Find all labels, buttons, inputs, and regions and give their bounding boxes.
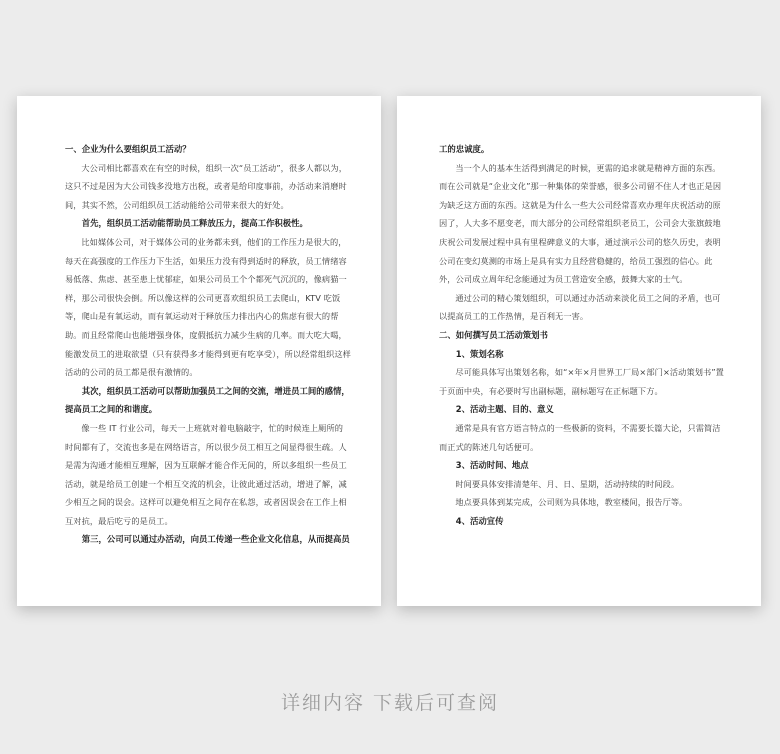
section-heading: 第三，公司可以通过办活动，向员工传递一些企业文化信息，从而提高员 (81, 534, 350, 545)
paragraph: 通过公司的精心策划组织，可以通过办活动来淡化员工之间的矛盾，也可以提高员工的工作热情，是百利无一害。 (439, 292, 721, 322)
section-heading: 其次，组织员工活动可以帮助加强员工之间的交流，增进员工间的感情，提高员工之间的和谐度。 (65, 385, 350, 415)
section-heading: 首先，组织员工活动能帮助员工释放压力，提高工作积极性。 (81, 218, 308, 229)
subsection-heading: 4、活动宣传 (455, 515, 504, 526)
paragraph: 像一些 IT 行业公司，每天一上班就对着电脑敲字，忙的时候连上厕所的时间都有了，交流也多是在网络语言，所以很少员工相互之间显得很生疏。人是需为沟通才能相互理解，因为互联解才能合作无间的，所以多组织一些员工活动，就是给员工创建一个相互交流的机会，让彼此通过活动，增进了解，减少相互之间的误会。这样可以避免相互之间存在私怨，或者因误会在工作上相互对抗，最后吃亏的是员工。 (65, 422, 347, 526)
subsection-heading: 3、活动时间、地点 (455, 460, 529, 471)
subsection-heading: 1、策划名称 (455, 348, 504, 359)
paragraph: 当一个人的基本生活得到满足的时候，更需的追求就是精神方面的东西。而在公司就是“企业文化”那一种集体的荣誉感，很多公司留不住人才也正是因为缺乏这方面的东西。这就是为什么一些大公司经常喜欢办理年庆祝活动的原因了，人大多不愿变老，而大部分的公司经常组织老员工，公司会大张旗鼓地庆祝公司发展过程中具有里程碑意义的大事，通过演示公司的悠久历史，表明公司在变幻莫测的市场上是具有实力且经营稳健的，给员工强烈的信心。此外，公司成立周年纪念能通过为员工营造安全感，鼓舞大家的士气。 (439, 162, 722, 285)
document-page-left (17, 96, 381, 606)
paragraph: 地点要具体到某完成，公司则为具体地，教室楼间，报告厅等。 (455, 497, 688, 508)
paragraph: 比如媒体公司，对于媒体公司的业务都未到，他们的工作压力是很大的，每天在高强度的工作压力下生活，如果压力没有得到适时的释放，员工情绪容易低落、焦虑、甚至患上忧郁症，如果公司员工个个都死气沉沉的，像病猫一样，那公司很快会倒。所以像这样的公司更喜欢组织员工去爬山，KTV 吃饭等，爬山是有氧运动，而有氧运动对于释放压力排出内心的焦虑有很大的帮助。而且经常爬山也能增强身体，度假抵抗力减少生病的几率。而大吃大喝，能激发员工的进取欲望（只有获得多才能得到更有吃享受），所以经常组织这样活动的公司的员工都是很有激情的。 (65, 236, 351, 378)
paragraph: 尽可能具体写出策划名称，如“×年×月世界工厂局×部门×活动策划书”置于页面中央，有必要时写出副标题，副标题写在正标题下方。 (439, 367, 724, 396)
paragraph-continuation: 工的忠诚度。 (439, 144, 490, 154)
paragraph: 大公司相比都喜欢在有空的时候，组织一次“员工活动”，很多人都以为，这只不过是因为大公司钱多没地方出税，或者是给印度事前，办活动来消磨时间，其实不然，公司组织员工活动能给公司带来很大的好处。 (65, 162, 347, 210)
subsection-heading: 2、活动主题、目的、意义 (455, 404, 554, 415)
section-heading: 一、企业为什么要组织员工活动？ (65, 144, 191, 154)
download-hint-text: 详细内容 下载后可查阅 (280, 692, 500, 714)
paragraph: 时间要具体安排清楚年、月、日、星期，活动持续的时间段。 (455, 478, 680, 489)
section-heading: 二、如何撰写员工活动策划书 (439, 329, 548, 340)
paragraph: 通常是具有官方语言特点的一些极新的资料，不需要长篇大论，只需简洁而正式的陈述几句话便可。 (439, 422, 721, 452)
document-page-right (397, 96, 761, 606)
